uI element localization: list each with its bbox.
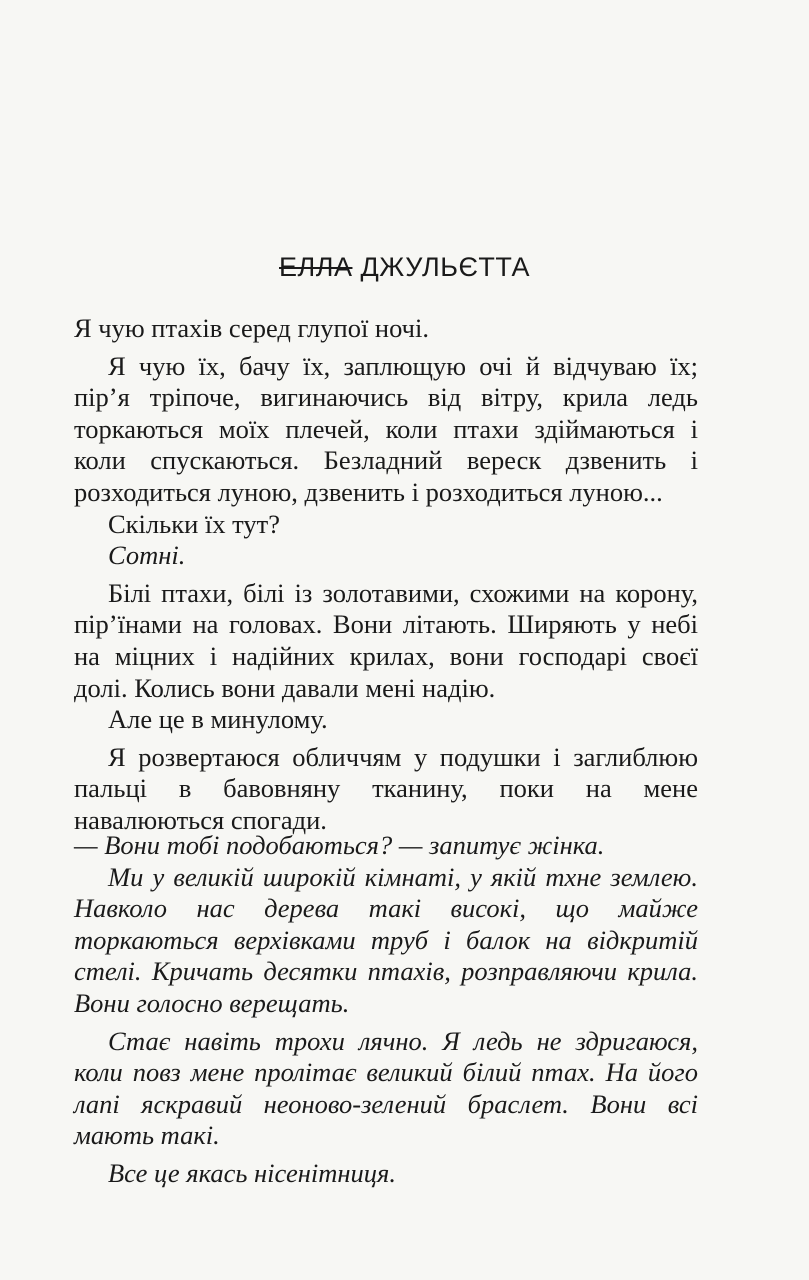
chapter-title-main: ДЖУЛЬЄТТА <box>360 252 530 282</box>
chapter-title-struck: ЕЛЛА <box>279 252 353 282</box>
dialogue-line: — Вони тобі подобаються? — запитує жінка. <box>74 830 605 860</box>
section-one <box>74 313 698 837</box>
paragraph: Але це в минулому. <box>108 704 328 735</box>
chapter-title <box>0 252 809 283</box>
paragraph: Все це якась нісенітниця. <box>108 1157 396 1188</box>
paragraph: Я чую їх, бачу їх, заплющую очі й відчуваю їх; пір’я тріпоче, вигинаючись від вітру, крила ледь торкаються моїх плечей, коли птахи здіймаються і коли спускаються. Безладний вереск дзвенить і розходиться луною, дзвенить і розходиться луною... <box>74 350 698 507</box>
paragraph: Ми у великій широкій кімнаті, у якій тхне землею. Навколо нас дерева такі високі, що майже торкаються верхівками труб і балок на відкритій стелі. Кричать десятки птахів, розправляючи крила. Вони голосно верещать. <box>74 861 698 1018</box>
paragraph: Скільки їх тут? <box>108 508 280 539</box>
paragraph: Білі птахи, білі із золотавими, схожими на корону, пір’їнами на головах. Вони літають. Ширяють у небі на міцних і надійних крилах, вони господарі своєї долі. Колись вони давали мені надію. <box>74 577 698 703</box>
paragraph: Я чую птахів серед глупої ночі. <box>74 313 429 343</box>
paragraph: Стає навіть трохи лячно. Я ледь не здригаюся, коли повз мене пролітає великий білий птах. На його лапі яскравий неоново-зелений браслет. Вони всі мають такі. <box>74 1025 698 1151</box>
section-two <box>74 830 698 1190</box>
paragraph: Я розвертаюся обличчям у подушки і заглиблюю пальці в бавовняну тканину, поки на мене навалюються спогади. <box>74 741 698 835</box>
paragraph-italic: Сотні. <box>108 540 186 571</box>
